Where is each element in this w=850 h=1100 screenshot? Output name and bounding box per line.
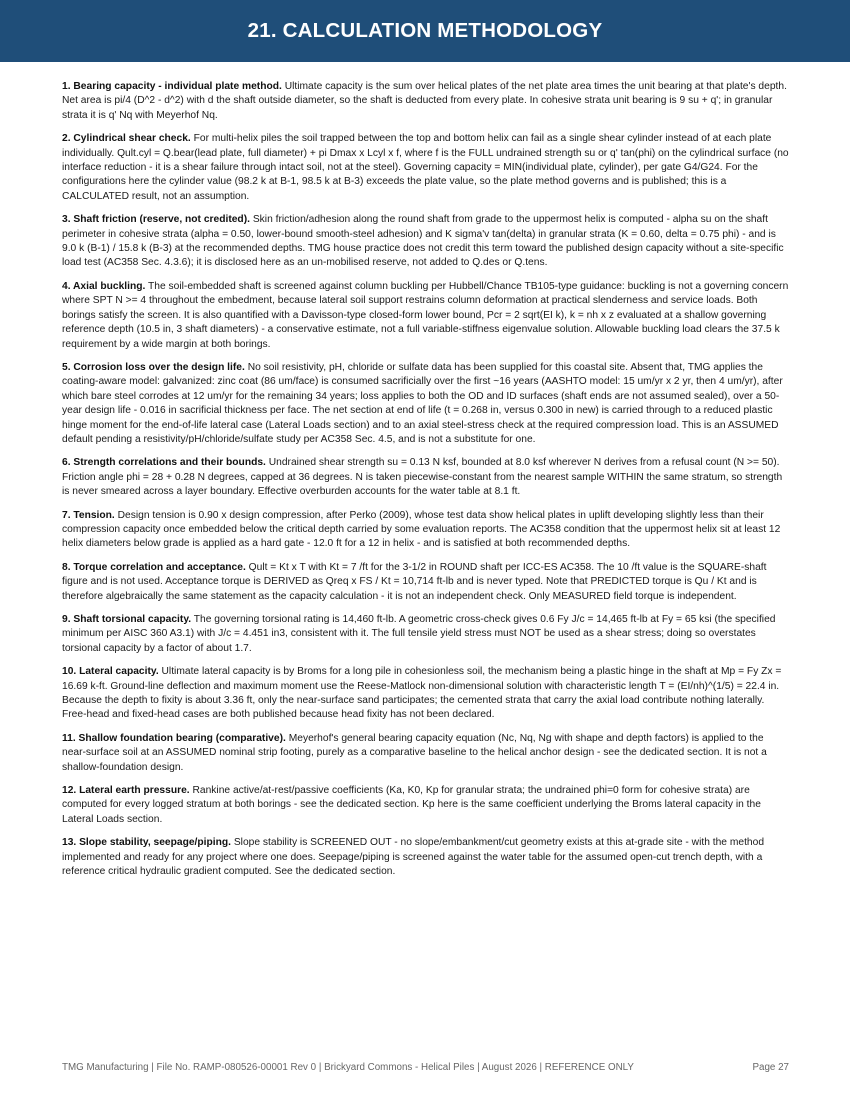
paragraph-text: For multi-helix piles the soil trapped between the top and bottom helix can fail as a single shear cylinder instead of at each plate individually. Qult.cyl = Q.bear(lead plate, full diameter) + pi Dmax x Lcyl x f, where f is the FULL undrained strength su or q' tan(phi) on the cylindrical surface (no interface reduction - it is a shear failure through intact soil, not at the steel). Governing capacity = MIN(individual plate, cylinder), per gate G4/G24. For the configurations here the cylinder value (98.2 k at B-1, 98.5 k at B-3) exceeds the plate value, so the plate method governs and is published; this is a CALCULATED result, not an assumption. [62, 133, 789, 202]
paragraph-text: The governing torsional rating is 14,460 ft-lb. A geometric cross-check gives 0.6 Fy J/c = 14,465 ft-lb at Fy = 65 ksi (the specified minimum per AISC 360 A3.1) with J/c = 4.451 in3, consistent with it. The full tensile yield stress must NOT be used as a shear stress; doing so overstates torsional capacity by a factor of about 1.7. [62, 614, 776, 654]
paragraph-heading: 6. Strength correlations and their bounds. [62, 457, 266, 469]
paragraph-torque-correlation [62, 561, 789, 604]
footer-document-info: TMG Manufacturing | File No. RAMP-080526-00001 Rev 0 | Brickyard Commons - Helical Piles | August 2026 | REFERENCE ONLY [62, 1062, 634, 1073]
page-number: Page 27 [752, 1062, 789, 1073]
paragraph-text: Design tension is 0.90 x design compression, after Perko (2009), whose test data show helical plates in uplift developing slightly less than their compression capacity once embedded below the critical depth carried by some evaluation reports. The AC358 condition that the uppermost helix sit at least 12 helix diameters below grade is applied as a hard gate - 12.0 ft for a 12 in helix - and is satisfied at both recommended depths. [62, 509, 781, 550]
paragraph-shallow-foundation [62, 732, 789, 775]
paragraph-shaft-friction [62, 213, 789, 271]
section-title: 21. CALCULATION METHODOLOGY [247, 19, 603, 42]
paragraph-lateral-capacity [62, 665, 789, 723]
paragraph-cylindrical-shear [62, 132, 789, 204]
paragraph-torsional-capacity [62, 613, 789, 656]
paragraph-text: Ultimate lateral capacity is by Broms for a long pile in cohesionless soil, the mechanism being a plastic hinge in the shaft at Mp = Fy Zx = 16.69 k-ft. Ground-line deflection and maximum moment use the Reese-Matlock non-dimensional solution with characteristic length T = (EI/nh)^(1/5) = 22.4 in. Because the depth to fixity is about 3.36 ft, only the near-surface sand participates; the cemented strata that carry the axial load contribute nothing laterally. Free-head and fixed-head cases are both published because head fixity has not been declared. [62, 666, 782, 721]
paragraph-text: Slope stability is SCREENED OUT - no slope/embankment/cut geometry exists at this at-grade site - with the method implemented and ready for any project where one does. Seepage/piping is screened against the water table for the assumed open-cut trench depth, with a reference critical hydraulic gradient computed. See the dedicated section. [62, 837, 765, 878]
paragraph-text: No soil resistivity, pH, chloride or sulfate data has been supplied for this coastal site. Absent that, TMG applies the coating-aware model: galvanized: zinc coat (86 um/face) is consumed sacrificially over the first ~16 years (AASHTO model: 15 um/yr x 2 yr, then 4 um/yr), after which bare steel corrodes at 12 um/yr for the remaining 34 years; loss applies to both the OD and ID surfaces (shaft ends are not assumed sealed), over a 50-year design life - 0.016 in sacrificial thickness per face. The net section at end of life (t = 0.268 in, versus 0.300 in new) is carried through to a reduced plastic hinge moment for the end-of-life lateral case (Lateral Loads section) and to an axial steel-stress check at the required compression load. This is an ASSUMED default pending a resistivity/pH/chloride/sulfate study per AC358 Sec. 4.5, and is not a substitute for one. [62, 361, 783, 445]
paragraph-text: Qult = Kt x T with Kt = 7 /ft for the 3-1/2 in ROUND shaft per ICC-ES AC358. The 10 /ft value is the SQUARE-shaft figure and is not used. Acceptance torque is DERIVED as Qreq x FS / Kt = 10,714 ft-lb and is never typed. Note that PREDICTED torque is Qu / Kt and is therefore algebraically the same statement as the capacity calculation - it is not an independent check. Only MEASURED field torque is independent. [62, 561, 767, 602]
paragraph-text: Meyerhof's general bearing capacity equation (Nc, Nq, Ng with shape and depth factors) is applied to the near-surface soil at an ASSUMED nominal strip footing, purely as a comparative baseline to the helical anchor design - see the dedicated section. It is not a shallow-foundation design. [62, 732, 767, 773]
paragraph-text: Skin friction/adhesion along the round shaft from grade to the uppermost helix is computed - alpha su on the shaft perimeter in cohesive strata (alpha = 0.50, lower-bound smooth-steel adhesion) and K sigma'v tan(delta) in granular strata (K = 0.60, delta = 0.75 phi) - and is 9.0 k (B-1) / 15.8 k (B-3) at the recommended depths. TMG house practice does not credit this term toward the published design capacity without a site-specific load test (AC358 Sec. 4.3.6); it is disclosed here as an un-mobilised reserve, not added to Q.des or Q.tens. [62, 214, 784, 269]
page-footer [62, 1062, 789, 1073]
paragraph-slope-stability [62, 836, 789, 879]
paragraph-heading: 8. Torque correlation and acceptance. [62, 561, 246, 573]
paragraph-heading: 10. Lateral capacity. [62, 666, 159, 678]
paragraph-strength-correlations [62, 456, 789, 499]
paragraph-text: The soil-embedded shaft is screened against column buckling per Hubbell/Chance TB105-type guidance: buckling is not a governing concern where SPT N >= 4 throughout the embedment, because lateral soil support restrains column deformation at practical slenderness and service loads. Both borings satisfy the screen. It is also quantified with a Davisson-type closed-form lower bound, Pcr = 2 sqrt(EI k), k = nh x z evaluated at a shallow governing reference depth (10.5 in, 3 shaft diameters) - a conservative estimate, not a full variable-stiffness eigenvalue solution. Allowable buckling load clears the 37.5 k requirement by a wide margin at both borings. [62, 280, 789, 350]
section-header-banner [0, 0, 850, 62]
paragraph-heading: 4. Axial buckling. [62, 280, 146, 292]
paragraph-heading: 1. Bearing capacity - individual plate method. [62, 81, 282, 92]
paragraph-heading: 3. Shaft friction (reserve, not credited). [62, 214, 250, 226]
paragraph-bearing-capacity [62, 80, 789, 123]
paragraph-corrosion-loss [62, 361, 789, 447]
paragraph-axial-buckling [62, 280, 789, 352]
paragraph-heading: 2. Cylindrical shear check. [62, 133, 191, 145]
paragraph-heading: 11. Shallow foundation bearing (comparative). [62, 732, 286, 744]
paragraph-heading: 9. Shaft torsional capacity. [62, 614, 192, 625]
paragraph-heading: 5. Corrosion loss over the design life. [62, 361, 245, 373]
paragraph-text: Ultimate capacity is the sum over helical plates of the net plate area times the unit bearing at that plate's depth. Net area is pi/4 (D^2 - d^2) with d the shaft outside diameter, so the shaft is deducted from every plate. In cohesive strata unit bearing is 9 su + q'; in granular strata it is q' Nq with Meyerhof Nq. [62, 81, 787, 121]
methodology-body [62, 80, 789, 889]
paragraph-text: Rankine active/at-rest/passive coefficients (Ka, K0, Kp for granular strata; the undrained phi=0 form for cohesive strata) are computed for every logged stratum at both borings - see the dedicated section. Kp here is the same coefficient underlying the Broms lateral capacity in the Lateral Loads section. [62, 785, 761, 825]
paragraph-heading: 7. Tension. [62, 509, 115, 521]
paragraph-lateral-earth-pressure [62, 784, 789, 827]
paragraph-text: Undrained shear strength su = 0.13 N ksf, bounded at 8.0 ksf wherever N derives from a refusal count (N >= 50). Friction angle phi = 28 + 0.28 N degrees, capped at 36 degrees. N is taken piecewise-constant from the nearest sample WITHIN the same stratum, so strength is never smeared across a layer boundary. Effective overburden accounts for the water table at 8.1 ft. [62, 457, 783, 498]
paragraph-tension [62, 509, 789, 552]
paragraph-heading: 12. Lateral earth pressure. [62, 785, 190, 797]
paragraph-heading: 13. Slope stability, seepage/piping. [62, 837, 231, 849]
